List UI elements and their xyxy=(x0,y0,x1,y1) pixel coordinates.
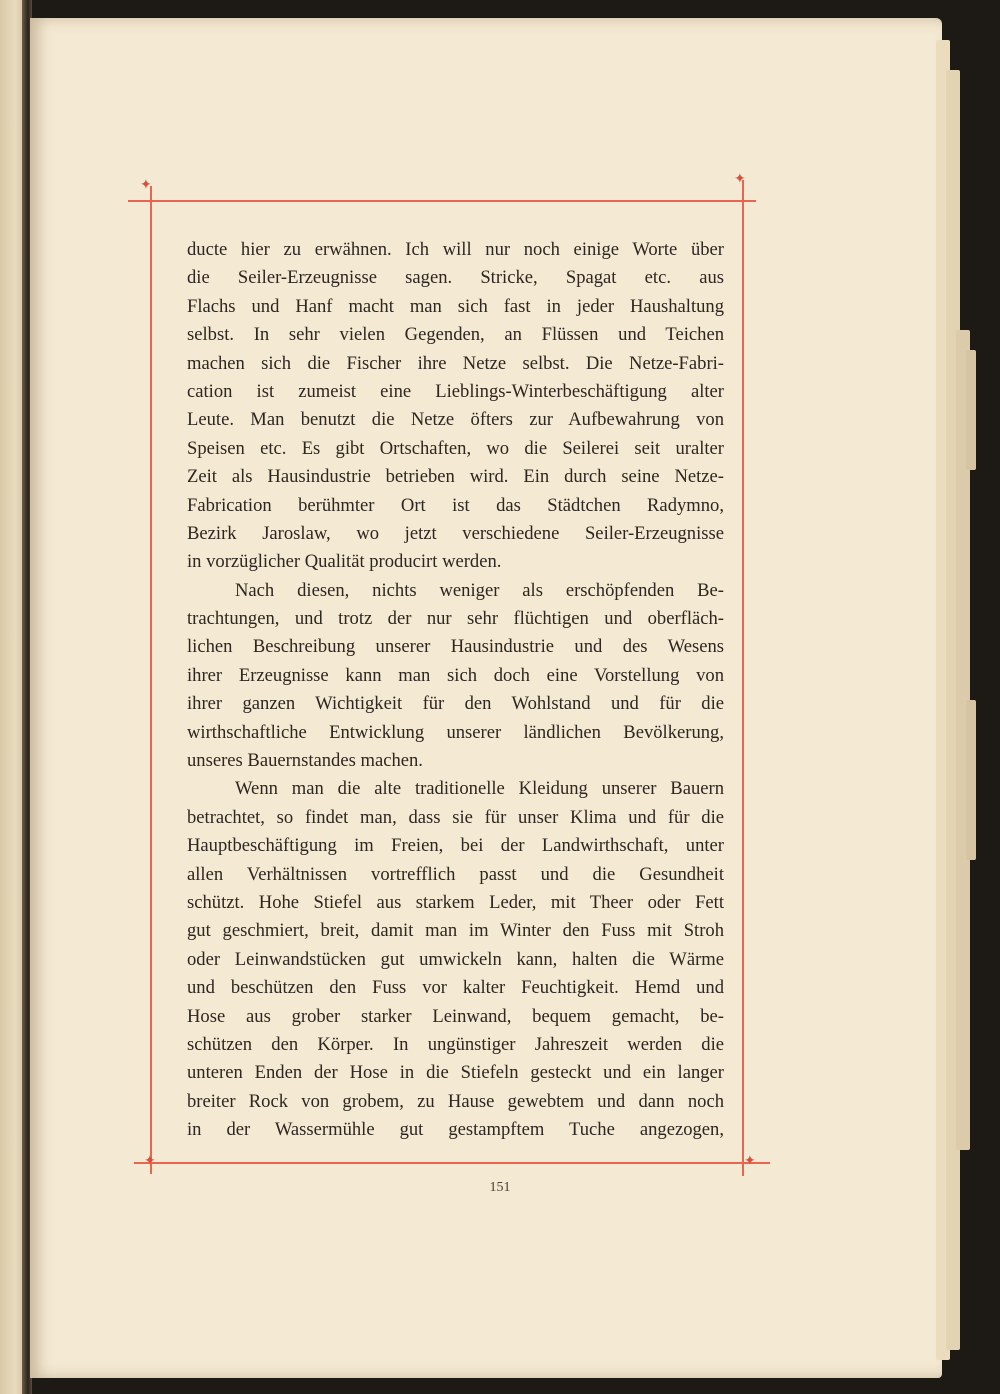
text-line: Nach diesen, nichts weniger als erschöpfenden Be- xyxy=(235,579,724,601)
text-line: ihrer ganzen Wichtigkeit für den Wohlstand und für die xyxy=(187,693,724,715)
frame-corner-ornament: ✦ xyxy=(744,1153,756,1169)
text-line: trachtungen, und trotz der nur sehr flüchtigen und oberfläch- xyxy=(187,608,724,630)
body-text xyxy=(187,236,724,1145)
frame-corner-ornament: ✦ xyxy=(144,1153,156,1169)
page-number: 151 xyxy=(489,1180,511,1195)
text-line: Zeit als Hausindustrie betrieben wird. Ein durch seine Netze- xyxy=(187,466,724,488)
text-line: lichen Beschreibung unserer Hausindustrie und des Wesens xyxy=(187,636,724,658)
frame-top-line xyxy=(128,200,756,202)
text-line: und beschützen den Fuss vor kalter Feuchtigkeit. Hemd und xyxy=(187,977,724,999)
frame-corner-ornament: ✦ xyxy=(140,177,152,193)
text-line: cation ist zumeist eine Lieblings-Winterbeschäftigung alter xyxy=(187,380,724,402)
text-line: unseres Bauernstandes machen. xyxy=(187,750,423,772)
text-line: oder Leinwandstücken gut umwickeln kann, halten die Wärme xyxy=(187,948,724,970)
text-line: ducte hier zu erwähnen. Ich will nur noch einige Worte über xyxy=(187,239,724,260)
frame-corner-ornament: ✦ xyxy=(734,171,746,187)
text-line: Leute. Man benutzt die Netze öfters zur Aufbewahrung von xyxy=(187,409,724,431)
text-line: Bezirk Jaroslaw, wo jetzt verschiedene Seiler-Erzeugnisse xyxy=(187,522,724,544)
text-line: Speisen etc. Es gibt Ortschaften, wo die Seilerei seit uralter xyxy=(187,437,724,459)
frame-bottom-line xyxy=(134,1162,770,1164)
text-line: Flachs und Hanf macht man sich fast in jeder Haushaltung xyxy=(187,295,724,317)
text-line: allen Verhältnissen vortrefflich passt und die Gesundheit xyxy=(187,863,724,885)
text-line: in der Wassermühle gut gestampftem Tuche angezogen, xyxy=(187,1119,724,1141)
frame-right-line xyxy=(742,180,744,1176)
frame-left-line xyxy=(150,186,152,1174)
text-line: die Seiler-Erzeugnisse sagen. Stricke, Spagat etc. aus xyxy=(187,267,724,289)
text-line: Fabrication berühmter Ort ist das Städtchen Radymno, xyxy=(187,494,724,516)
text-line: unteren Enden der Hose in die Stiefeln gesteckt und ein langer xyxy=(187,1062,724,1084)
text-line: ihrer Erzeugnisse kann man sich doch eine Vorstellung von xyxy=(187,664,724,686)
text-line: Hose aus grober starker Leinwand, bequem gemacht, be- xyxy=(187,1005,724,1027)
text-line: schützt. Hohe Stiefel aus starkem Leder, mit Theer oder Fett xyxy=(187,891,724,913)
text-line: breiter Rock von grobem, zu Hause gewebtem und dann noch xyxy=(187,1090,724,1112)
text-line: gut geschmiert, breit, damit man im Winter den Fuss mit Stroh xyxy=(187,920,724,942)
text-line: selbst. In sehr vielen Gegenden, an Flüssen und Teichen xyxy=(187,324,724,346)
text-line: Wenn man die alte traditionelle Kleidung unserer Bauern xyxy=(235,778,724,800)
text-line: wirthschaftliche Entwicklung unserer ländlichen Bevölkerung, xyxy=(187,721,724,743)
page-leaf-edge xyxy=(966,350,976,470)
text-line: betrachtet, so findet man, dass sie für unser Klima und für die xyxy=(187,806,724,828)
page-leaf-edge xyxy=(966,700,976,860)
text-line: in vorzüglicher Qualität producirt werden. xyxy=(187,551,502,573)
text-line: schützen den Körper. In ungünstiger Jahreszeit werden die xyxy=(187,1033,724,1055)
text-line: Hauptbeschäftigung im Freien, bei der Landwirthschaft, unter xyxy=(187,835,724,857)
text-line: machen sich die Fischer ihre Netze selbst. Die Netze-Fabri- xyxy=(187,352,724,374)
